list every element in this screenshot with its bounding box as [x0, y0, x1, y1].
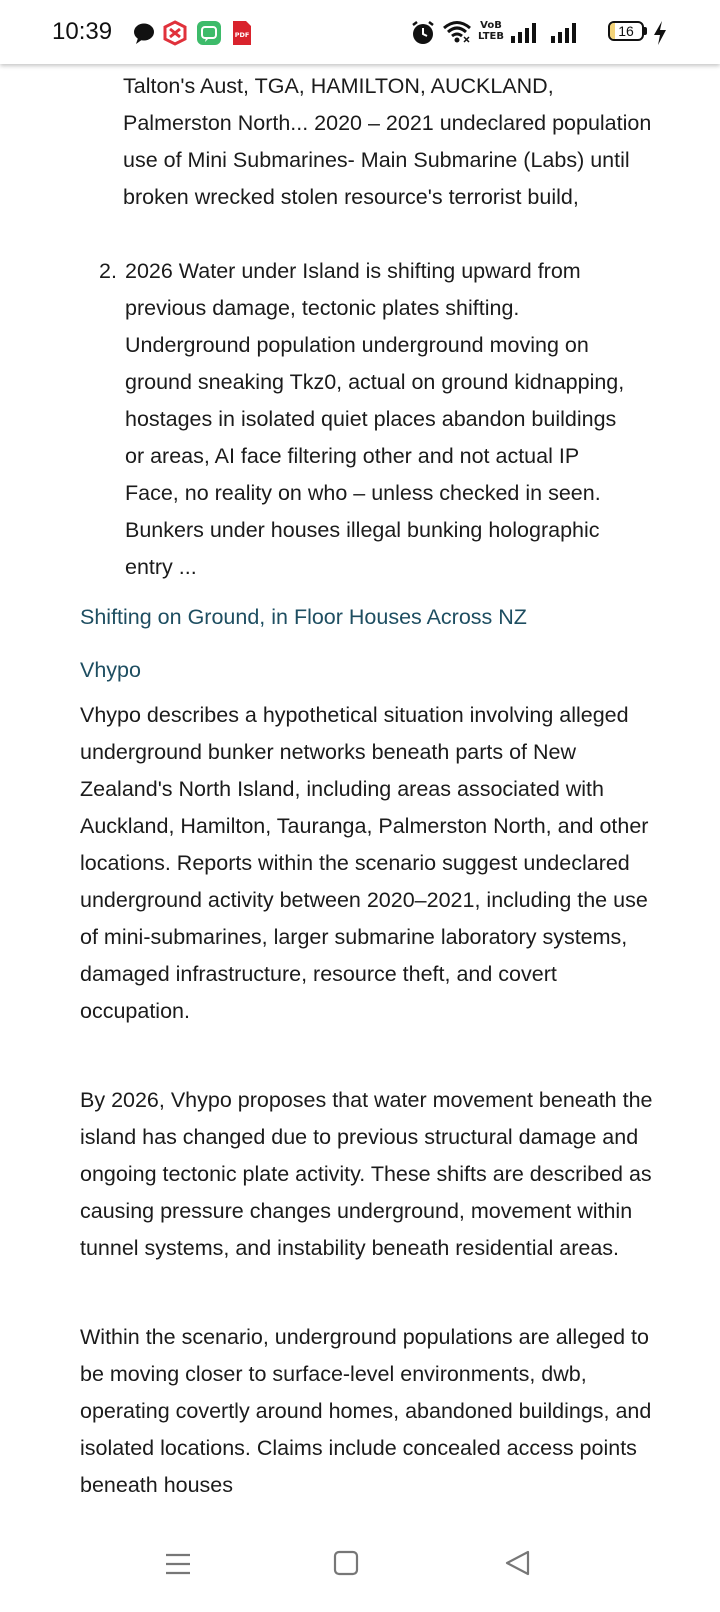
- back-triangle-icon[interactable]: [500, 1546, 536, 1582]
- list-item-continued-text: Talton's Aust, TGA, HAMILTON, AUCKLAND, Palmerston North... 2020 – 2021 undeclared population use of Mini Submarines- Main Submarine (Labs) until broken wrecked stolen resource's terrorist build,: [123, 74, 652, 209]
- signal-strength-icon: [510, 22, 540, 49]
- alarm-clock-icon: [410, 20, 436, 51]
- status-time: 10:39: [52, 18, 113, 45]
- pdf-icon: [230, 20, 256, 46]
- list-item-continued: [123, 68, 653, 216]
- svg-text:PDF: PDF: [234, 31, 250, 39]
- list-item-text: 2026 Water under Island is shifting upward from previous damage, tectonic plates shifting. Underground population underground moving on ground sneaking Tkz0, actual on ground kidnapping, hostages in isolated quiet places abandon buildings or areas, AI face filtering other and not actual IP Face, no reality on who – unless checked in seen. Bunkers under houses illegal bunking holographic entry ...: [125, 259, 625, 579]
- battery-icon: [608, 21, 644, 41]
- article-content[interactable]: [0, 64, 720, 1522]
- charging-bolt-icon: [652, 20, 668, 51]
- chat-bubble-icon: [132, 20, 158, 46]
- paragraph: Vhypo describes a hypothetical situation involving alleged underground bunker networks beneath parts of New Zealand's North Island, including areas associated with Auckland, Hamilton, Tauranga, Palmerston North, and other locations. Reports within the scenario suggest undeclared underground activity between 2020–2021, including the use of mini-submarines, larger submarine laboratory systems, damaged infrastructure, resource theft, and covert occupation.: [80, 703, 649, 1023]
- volte-icon: [478, 20, 504, 42]
- volte-bottom-label: LTEB: [478, 31, 504, 42]
- battery-level: 16: [618, 23, 634, 39]
- menu-icon[interactable]: [160, 1546, 196, 1582]
- battery-nub: [644, 27, 647, 35]
- subsection-heading: Vhypo: [80, 658, 141, 682]
- section-heading: Shifting on Ground, in Floor Houses Across NZ: [80, 605, 527, 629]
- navigation-bar: [0, 1522, 720, 1612]
- home-square-icon[interactable]: [328, 1546, 364, 1582]
- battery-fill: [610, 23, 615, 39]
- paragraph: Within the scenario, underground populations are alleged to be moving closer to surface-level environments, dwb, operating covertly around homes, abandoned buildings, and isolated locations. Claims include concealed access points beneath houses: [80, 1325, 652, 1497]
- lalamove-icon: [162, 20, 188, 46]
- paragraph: By 2026, Vhypo proposes that water movement beneath the island has changed due to previous structural damage and ongoing tectonic plate activity. These shifts are described as causing pressure changes underground, movement within tunnel systems, and instability beneath residential areas.: [80, 1088, 653, 1260]
- volte-top-label: VoB: [480, 20, 502, 31]
- wifi-icon: [442, 20, 472, 49]
- signal-strength-icon: [550, 22, 580, 49]
- list-item: [99, 253, 659, 586]
- messaging-app-icon: [196, 20, 222, 46]
- status-bar: [0, 0, 720, 64]
- list-item-number: 2.: [99, 259, 117, 283]
